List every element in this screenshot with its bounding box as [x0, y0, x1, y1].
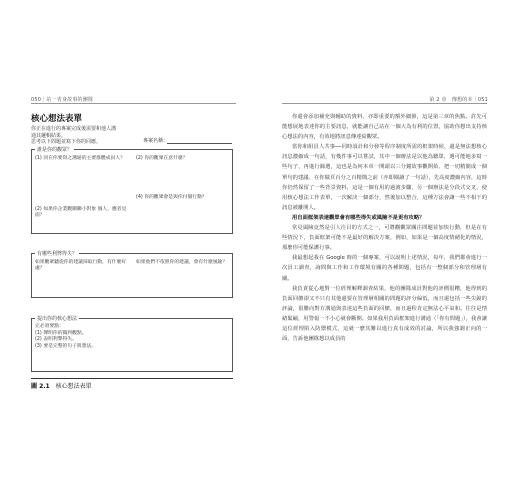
- audience-q5: (2) 如果你企業觀關聯小對象 個人，應者見面？: [35, 207, 127, 219]
- audience-q2: (2) 你的觀眾在意什麼？: [136, 156, 188, 161]
- form-title: 核心想法表單: [31, 114, 83, 124]
- intro-line-3: 思考以下問題並寫下你的回應。: [31, 139, 102, 146]
- intro-line-2: 通其邏輯結果。: [31, 132, 67, 139]
- figure-rule: [31, 378, 233, 379]
- audience-box: [31, 149, 233, 234]
- audience-q1: (1) 同在你要寫之溝通的主要群體成員人？: [35, 156, 125, 161]
- project-name-label: 專案名稱：: [143, 138, 169, 144]
- big-idea-item: (1) 聲明你的獨到觀點。: [35, 330, 87, 336]
- body-paragraph: 常見風險竟然是引人注目的方式之一，可將觀觀眾關注問題並加快行動，但是在有些情況下，負面框架可能不是最好的解決方案，例如，如果是一個高度情緒化的情況，那麼你可能保護行事。: [282, 225, 487, 252]
- audience-heading: 誰是你的觀眾？: [37, 147, 73, 153]
- big-idea-item: 完必須要點：: [35, 324, 64, 329]
- figure-number: 圖 2.1: [31, 383, 50, 390]
- figure-caption-text: 核心想法表單: [55, 383, 92, 390]
- form-intro: [31, 126, 141, 146]
- left-header-rule: [31, 103, 236, 104]
- highlight-question: 用自面框架表達觀眾會有哪些得失或風險不是更有攻略？: [292, 214, 425, 221]
- big-idea-item: (2) 表明利弊得失。: [35, 337, 77, 343]
- big-idea-heading: 提出你的核心想法: [37, 316, 78, 322]
- body-paragraph: 我最想起我在 Google 時的一個專案，可以說明上述情況，每年，我們都會進行一次員工調查，詢問與工作和工作環境有關的各種問題，包括有一整個部分和管理層有關。: [282, 255, 487, 282]
- left-page-header: 050｜站一省身故事的團隊: [31, 97, 94, 103]
- project-name-field[interactable]: [167, 143, 232, 144]
- right-body-text: [282, 112, 487, 344]
- stakes-heading: 有哪些利弊得失？: [37, 251, 78, 257]
- figure-caption: [31, 381, 92, 390]
- body-paragraph: 你還會添加補充與輔助的資料，亦即重要的額外細節，這是第三章的焦點。許先可能想展地表達你的主要訊息，就能讓自己站在一個大為有利的位置，協助你想出支持核心想法的內容，有效地將訊息傳達給觀眾。: [282, 114, 487, 141]
- big-idea-item: (3) 要是完整的句子與想法。: [35, 343, 97, 349]
- big-idea-list: [35, 324, 225, 350]
- stakes-box: [31, 253, 233, 298]
- body-paragraph: 當你和組員人共事──同時設計和分發等程序制度所需的框架時候，還是無法想核心訊息濃縮成一句話，有幾件事可以嘗試，其中一個辦法是以他為聽眾，遇可能地多寫一些句子，再進行篩選，這也是為何本章一開頭以三分鐘故事觀開始、把一切精簡成一個單句的建議、在你做頁百分之百精簡之前（亦即閱讀了一句話），先高度濃縮內容，這時你仍然保留了一些背景資料，這是一個有用的過渡步驟，另一個辦法是分段式交叉，使用核心想法工作表單，一次解決一個部分，然後加以整合，這種方法會讓一些不相干的訊息被離開人。: [282, 144, 487, 211]
- intro-line-1: 你正在進行的專案完成後需要和他人溝: [31, 126, 117, 132]
- left-page: [0, 0, 258, 500]
- right-header-rule: [282, 103, 487, 104]
- stakes-q1: 如果觀眾聽從你的建議採取行動，有什麼好處？: [35, 260, 127, 272]
- audience-q4: (4) 你的觀眾會是與你付個行動？: [136, 195, 207, 200]
- body-paragraph: 我負責從心地對一位經理解釋調查結果，他的團隊成員對他的評價很糟，他得到的負面回饋卻又不只有其他還要在管理層相關的問題的評分偏低，而且還包括一些尖銳的評論，很難向對方溝通與表達這些負面的回饋，而且過程肯定無法心平氣和。往往是情緒緊繃，用警報一不小心就會斷開。如果我用負面框架進行溝通（「你有問題」），我會讓這位經理陷入防禦模式，這就一麼其難以進行真有成效的討論，所以我強調正向的一面，告訴他團隊想以成員的: [282, 285, 487, 343]
- right-page-header: 第 2 章 傳想的本｜051: [429, 97, 488, 103]
- stakes-q2: 如果他們不依照你的建議，會有什麼風險？: [136, 260, 228, 265]
- big-idea-box: [31, 318, 233, 372]
